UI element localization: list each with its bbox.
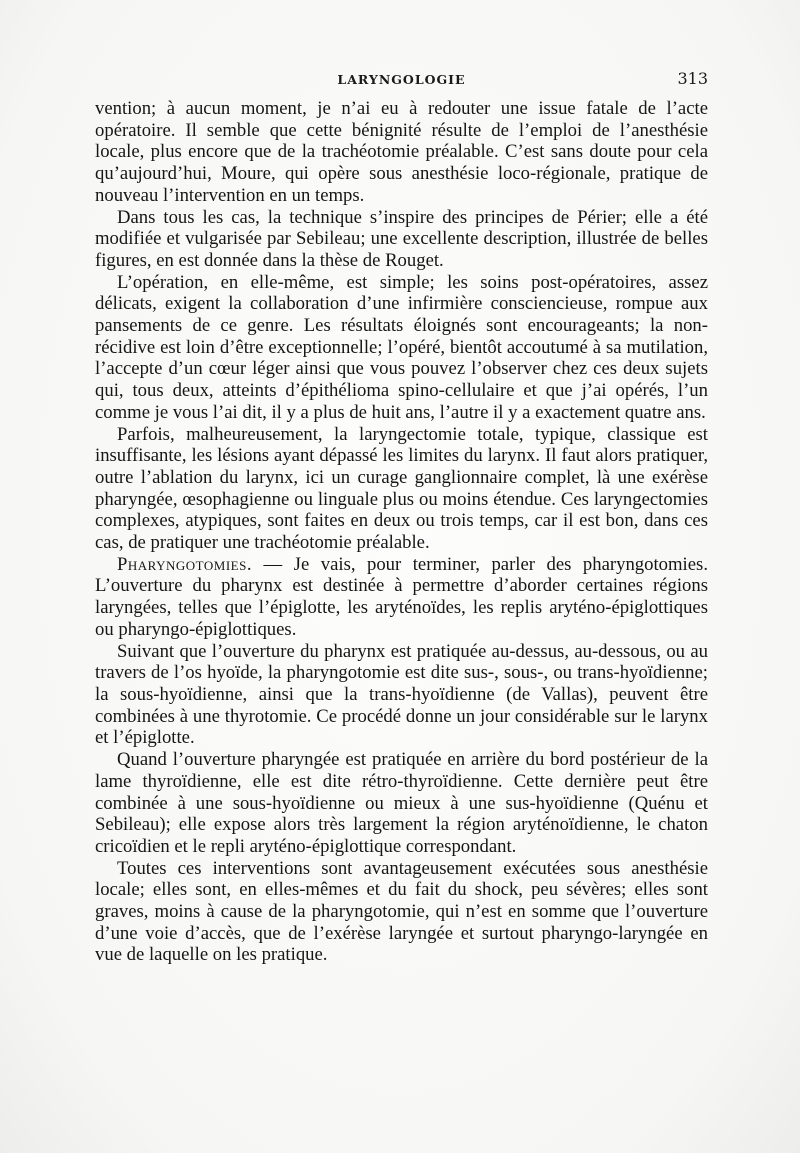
paragraph: Toutes ces interventions sont avantageusement exécutées sous anesthésie locale; elles sont, en elles-mêmes et du fait du shock, peu sévères; elles sont graves, moins à cause de la pharyngotomie, qui n’est en somme que l’ouverture d’une voie d’accès, que de l’exérèse laryngée et surtout pharyngo-laryngée en vue de laquelle on les pratique. xyxy=(95,857,708,966)
body-text xyxy=(95,98,708,966)
section-heading: Pharyngotomies. xyxy=(117,553,253,575)
paragraph: vention; à aucun moment, je n’ai eu à redouter une issue fatale de l’acte opératoire. Il semble que cette bénignité résulte de l’emploi de l’anesthésie locale, plus encore que de la trachéotomie préalable. C’est sans doute pour cela qu’aujourd’hui, Moure, qui opère sous anesthésie loco-régionale, pratique de nouveau l’intervention en un temps. xyxy=(95,98,708,206)
paragraph: Parfois, malheureusement, la laryngectomie totale, typique, classique est insuffisante, les lésions ayant dépassé les limites du larynx. Il faut alors pratiquer, outre l’ablation du larynx, ici un curage ganglionnaire complet, là une exérèse pharyngée, œsophagienne ou linguale plus ou moins étendue. Ces laryngectomies complexes, atypiques, sont faites en deux ou trois temps, car il est bon, dans ces cas, de pratiquer une trachéotomie préalable. xyxy=(95,423,708,554)
paragraph: Dans tous les cas, la technique s’inspire des principes de Périer; elle a été modifiée et vulgarisée par Sebileau; une excellente description, illustrée de belles figures, en est donnée dans la thèse de Rouget. xyxy=(95,206,708,271)
page-number: 313 xyxy=(677,69,708,88)
paragraph: Suivant que l’ouverture du pharynx est pratiquée au-dessus, au-dessous, ou au travers de l’os hyoïde, la pharyngotomie est dite sus-, sous-, ou trans-hyoïdienne; la sous-hyoïdienne, ainsi que la trans-hyoïdienne (de Vallas), peuvent être combinées à une thyrotomie. Ce procédé donne un jour considérable sur le larynx et l’épiglotte. xyxy=(95,640,708,749)
running-title: LARYNGOLOGIE xyxy=(337,72,466,87)
section-text: — Je vais, pour terminer, parler des pharyngotomies. L’ouverture du pharynx est destinée à permettre d’aborder certaines régions laryngées, telles que l’épiglotte, les aryténoïdes, les replis aryténo-épiglottiques ou pharyngo-épiglottiques. xyxy=(95,553,708,640)
paragraph: L’opération, en elle-même, est simple; les soins post-opératoires, assez délicats, exigent la collaboration d’une infirmière consciencieuse, rompue aux pansements de ce genre. Les résultats éloignés sont encourageants; la non-récidive est loin d’être exceptionnelle; l’opéré, bientôt accoutumé à sa mutilation, l’accepte d’un cœur léger ainsi que vous pouvez l’observer chez ces deux sujets qui, tous deux, atteints d’épithélioma spino-cellulaire et que j’ai opérés, l’un comme je vous l’ai dit, il y a plus de huit ans, l’autre il y a exactement quatre ans. xyxy=(95,271,708,423)
paragraph: Quand l’ouverture pharyngée est pratiquée en arrière du bord postérieur de la lame thyroïdienne, elle est dite rétro-thyroïdienne. Cette dernière peut être combinée à une sous-hyoïdienne ou mieux à une sus-hyoïdienne (Quénu et Sebileau); elle expose alors très largement la région aryténoïdienne, le chaton cricoïdien et le repli aryténo-épiglottique correspondant. xyxy=(95,749,708,857)
page-header xyxy=(95,68,708,92)
paragraph-section xyxy=(95,554,708,641)
